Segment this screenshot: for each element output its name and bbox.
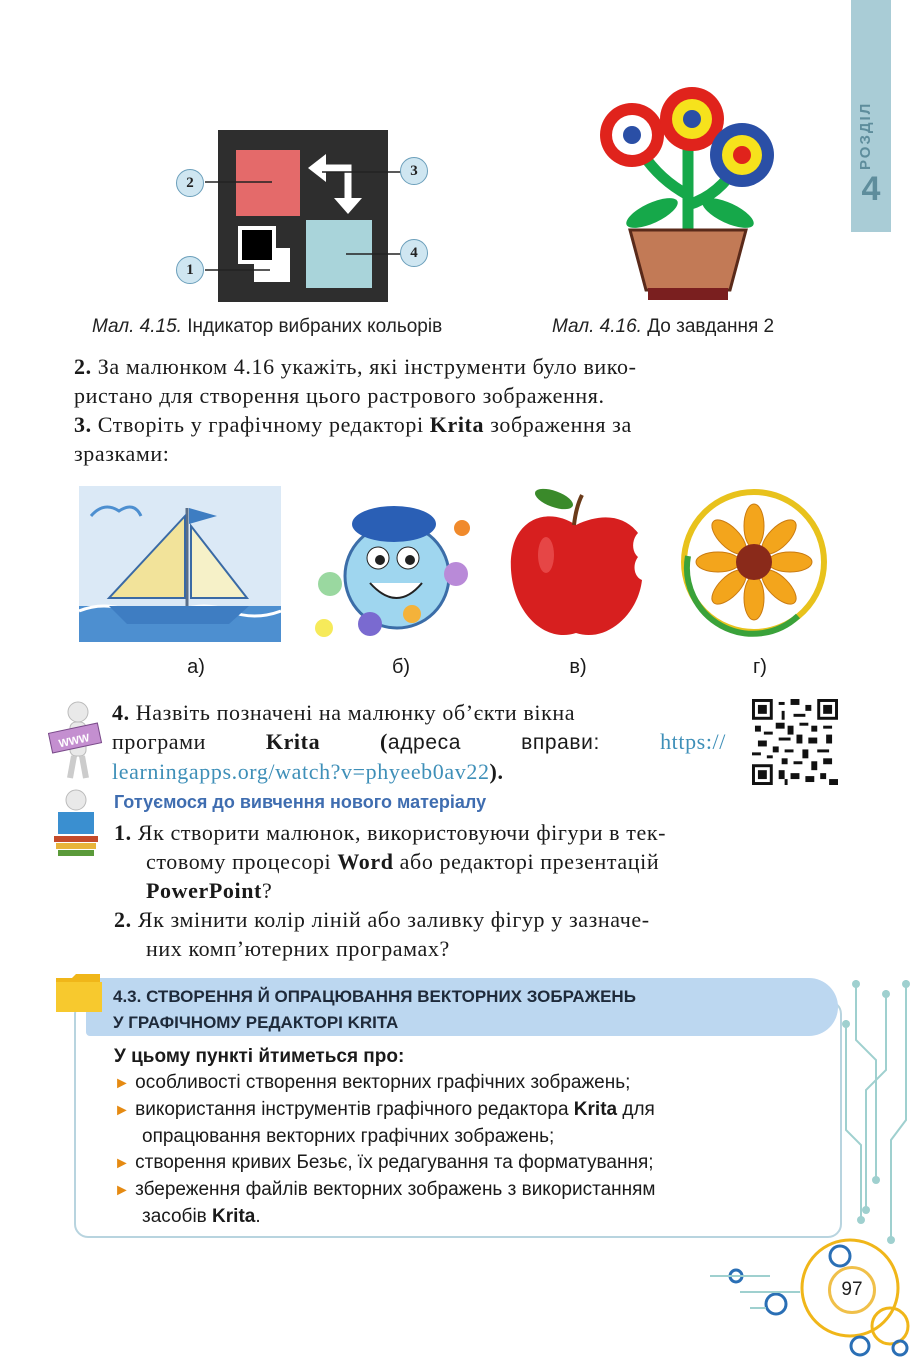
prep-q1-line-2b: або редакторі презентацій [393, 849, 660, 874]
task-3 [74, 410, 838, 468]
task-4-krita: Krita [265, 729, 321, 754]
flower-pot-image [590, 85, 790, 305]
www-figure-icon [48, 700, 108, 780]
prep-q1-line-2a: стовому процесорі [146, 849, 338, 874]
task-4-line-1: Назвіть позначені на малюнку об’єкти вікна [129, 700, 576, 725]
sample-label-g: г) [753, 656, 767, 678]
task-2-number: 2. [74, 354, 92, 379]
bullet-2a: використання інструментів графічного редактора [135, 1099, 574, 1120]
gears-decoration [710, 1236, 918, 1360]
callout-2: 2 [176, 169, 204, 197]
prep-q1-number: 1. [114, 820, 132, 845]
prep-q2-number: 2. [114, 907, 132, 932]
callout-1: 1 [176, 256, 204, 284]
callout-lines [180, 150, 430, 290]
chapter-word: РОЗДІЛ [857, 101, 874, 171]
section-intro: У цьому пункті йтиметься про: [114, 1046, 405, 1067]
folder-icon [54, 972, 104, 1014]
qr-code-image[interactable] [752, 699, 838, 785]
chapter-side-tab [851, 0, 891, 232]
task-3-line-1b: зображення за [484, 412, 632, 437]
task-3-line-1a: Створіть у графічному редакторі [91, 412, 430, 437]
smiley-ball-image [312, 488, 482, 646]
task-4-paren: ( [379, 729, 388, 754]
caption-fig-4-16-text: До завдання 2 [641, 316, 775, 337]
section-title-line-1: 4.3. СТВОРЕННЯ Й ОПРАЦЮВАННЯ ВЕКТОРНИХ ЗОБРАЖЕНЬ [113, 987, 636, 1006]
bullet-2b: для [617, 1099, 655, 1120]
task-3-number: 3. [74, 412, 92, 437]
bullet-4-line-2a: засобів [142, 1206, 213, 1227]
caption-fig-4-15-label: Мал. 4.15. [92, 316, 182, 337]
task-4-address-label: адреса вправи: [387, 731, 661, 754]
bullet-arrow-icon: ► [114, 1182, 130, 1199]
task-4-end: ). [489, 759, 504, 784]
task-3-krita: Krita [429, 412, 485, 437]
sample-label-b: б) [391, 656, 411, 678]
task-2-line-2: ристано для створення цього растрового зображення. [74, 383, 605, 408]
bullet-arrow-icon: ► [114, 1155, 130, 1172]
chapter-number: 4 [861, 170, 881, 208]
bullet-1: особливості створення векторних графічних зображень; [135, 1072, 631, 1093]
page-number: 97 [828, 1266, 876, 1314]
bullet-2-krita: Krita [573, 1099, 618, 1120]
prep-questions [114, 818, 838, 963]
callout-3: 3 [400, 157, 428, 185]
task-4-number: 4. [112, 700, 130, 725]
bullet-arrow-icon: ► [114, 1102, 130, 1119]
caption-fig-4-16-label: Мал. 4.16. [552, 316, 642, 337]
caption-fig-4-15-text: Індикатор вибраних кольорів [181, 316, 443, 337]
bullet-4: збереження файлів векторних зображень з використанням [135, 1179, 656, 1200]
apple-image [506, 485, 646, 645]
sailboat-image [79, 486, 281, 642]
prep-q1-powerpoint: PowerPoint [146, 878, 262, 903]
task-4 [112, 698, 726, 786]
exercise-link-part-2[interactable]: learningapps.org/watch?v=phyeeb0av22 [112, 759, 490, 784]
bullet-arrow-icon: ► [114, 1075, 130, 1092]
bullet-4-line-2b: . [255, 1206, 261, 1227]
exercise-link-part-1[interactable]: https:// [660, 729, 726, 754]
prep-q1-end: ? [261, 878, 273, 903]
sunflower-image [678, 486, 830, 638]
sample-label-v: в) [569, 656, 587, 678]
task-4-line-2a: програми [112, 729, 266, 754]
prep-q1-word: Word [337, 849, 394, 874]
task-2 [74, 352, 838, 410]
task-3-line-2: зразками: [74, 441, 170, 466]
caption-fig-4-16 [552, 316, 774, 338]
prep-q2-line-2: них комп’ютерних програмах? [146, 936, 450, 961]
task-2-line-1: За малюнком 4.16 укажіть, які інструменти було вико- [91, 354, 637, 379]
sample-label-a: а) [187, 656, 205, 678]
prep-q2-line-1: Як змінити колір ліній або заливку фігур у зазначе- [137, 907, 650, 932]
prep-q1-line-1: Як створити малюнок, використовуючи фігури в тек- [137, 820, 667, 845]
www-badge-text: WWW [57, 732, 91, 751]
section-content [114, 1044, 794, 1230]
reading-figure-icon [50, 788, 102, 858]
prep-heading: Готуємося до вивчення нового матеріалу [114, 792, 487, 812]
bullet-2-line-2: опрацювання векторних графічних зображень; [142, 1126, 555, 1147]
section-title-line-2: У ГРАФІЧНОМУ РЕДАКТОРІ KRITA [113, 1013, 399, 1032]
caption-fig-4-15 [92, 316, 442, 338]
section-title [113, 984, 636, 1036]
callout-4: 4 [400, 239, 428, 267]
bullet-4-krita: Krita [212, 1206, 256, 1227]
bullet-3: створення кривих Безьє, їх редагування та форматування; [135, 1152, 654, 1173]
